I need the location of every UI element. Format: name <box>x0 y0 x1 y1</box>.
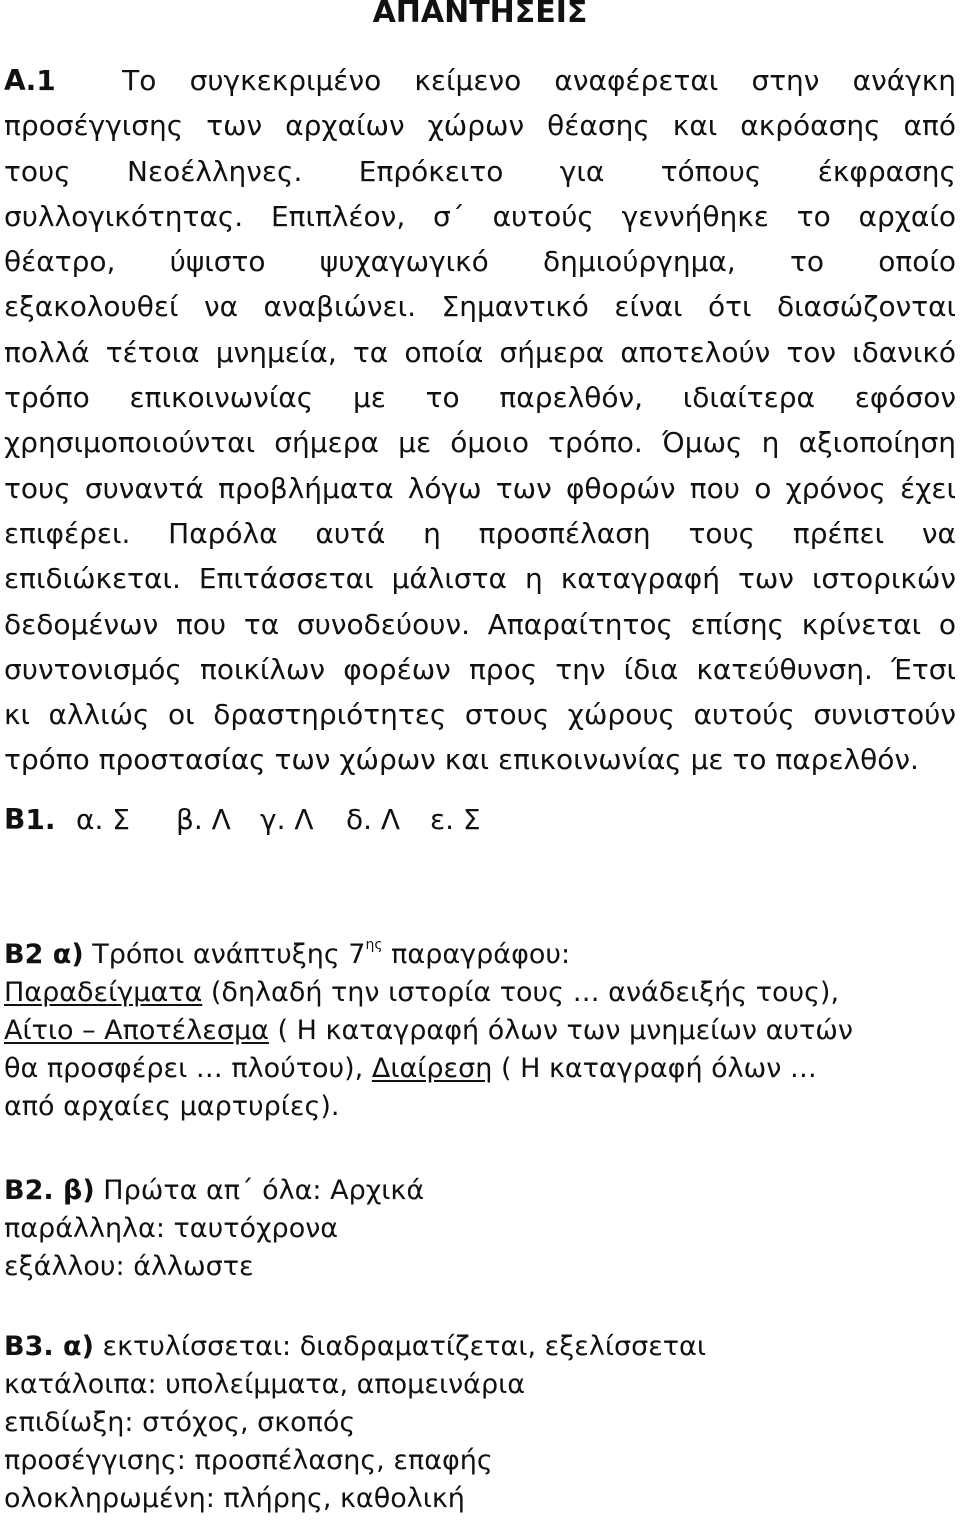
b2a-line: Παραδείγματα (δηλαδή την ιστορία τους … ανάδειξής τους), <box>4 977 840 1008</box>
b1-answer: β. Λ <box>176 803 231 836</box>
section-b2b <box>4 1172 424 1286</box>
a1-line: πολλά τέτοια μνημεία, τα οποία σήμερα αποτελούν τον ιδανικό <box>4 335 956 369</box>
a1-line: Α.1 Το συγκεκριμένο κείμενο αναφέρεται στην ανάγκη <box>4 64 956 97</box>
b2a-intro: Β2 α) Τρόποι ανάπτυξης $7^{\eta\varsigma}$ παραγράφου: <box>4 937 571 970</box>
b2a-line: Αίτιο – Αποτέλεσμα ( Η καταγραφή όλων των μνημείων αυτών <box>4 1015 853 1046</box>
b3a-line: κατάλοιπα: υπολείμματα, απομεινάρια <box>4 1369 526 1400</box>
a1-line: θέατρο, ύψιστο ψυχαγωγικό δημιούργημα, το οποίο <box>4 245 956 279</box>
a1-line: κι αλλιώς οι δραστηριότητες στους χώρους αυτούς συνιστούν <box>4 698 956 732</box>
a1-line: συλλογικότητας. Επιπλέον, σ΄ αυτούς γεννήθηκε το αρχαίο <box>4 199 956 233</box>
section-b3a <box>4 1328 706 1518</box>
a1-line: δεδομένων που τα συνοδεύουν. Απαραίτητος επίσης κρίνεται ο <box>4 607 956 641</box>
section-a1 <box>4 58 956 783</box>
b1-answer: α. Σ <box>76 803 130 836</box>
page-title: ΑΠΑΝΤΗΣΕΙΣ <box>372 0 588 30</box>
a1-line: τρόπο επικοινωνίας με το παρελθόν, ιδιαίτερα εφόσον <box>4 381 956 415</box>
b3a-line: Β3. α) εκτυλίσσεται: διαδραματίζεται, εξελίσσεται <box>4 1331 706 1362</box>
a1-line: χρησιμοποιούνται σήμερα με όμοιο τρόπο. Όμως η αξιοποίηση <box>4 426 956 460</box>
a1-line: συντονισμός ποικίλων φορέων προς την ίδια κατεύθυνση. Έτσι <box>4 652 956 686</box>
section-b2a <box>4 936 853 1126</box>
b3a-line: προσέγγισης: προσπέλασης, επαφής <box>4 1445 493 1476</box>
b2b-label: Β2. β) <box>4 1175 95 1206</box>
a1-label: Α.1 <box>4 64 56 97</box>
b3a-label: Β3. α) <box>4 1331 94 1362</box>
a1-line: επιφέρει. Παρόλα αυτά η προσπέλαση τους πρέπει να <box>4 516 956 550</box>
b2b-line: εξάλλου: άλλωστε <box>4 1251 254 1282</box>
a1-line: τους συναντά προβλήματα λόγω των φθορών που ο χρόνος έχει <box>4 471 956 505</box>
b2b-line: Β2. β) Πρώτα απ΄ όλα: Αρχικά <box>4 1175 425 1206</box>
b1-label: Β1. <box>4 803 56 836</box>
section-b1 <box>4 800 481 840</box>
b3a-line: επιδίωξη: στόχος, σκοπός <box>4 1407 356 1438</box>
a1-line: τους Νεοέλληνες. Επρόκειτο για τόπους έκφρασης <box>4 154 956 188</box>
b1-answer: ε. Σ <box>430 803 481 836</box>
b2b-line: παράλληλα: ταυτόχρονα <box>4 1213 339 1244</box>
a1-line: εξακολουθεί να αναβιώνει. Σημαντικό είναι ότι διασώζονται <box>4 290 956 324</box>
a1-line: προσέγγισης των αρχαίων χώρων θέασης και ακρόασης από <box>4 109 956 143</box>
b1-answer: γ. Λ <box>260 803 314 836</box>
a1-line: επιδιώκεται. Επιτάσσεται μάλιστα η καταγραφή των ιστορικών <box>4 562 956 596</box>
b2a-line: από αρχαίες μαρτυρίες). <box>4 1091 340 1122</box>
b2a-label: Β2 α) <box>4 939 84 970</box>
b3a-line: ολοκληρωμένη: πλήρης, καθολική <box>4 1483 465 1514</box>
a1-line: τρόπο προστασίας των χώρων και επικοινωνίας με το παρελθόν. <box>4 743 919 777</box>
b1-answer: δ. Λ <box>346 803 401 836</box>
b2a-line: θα προσφέρει … πλούτου), Διαίρεση ( Η καταγραφή όλων … <box>4 1053 817 1084</box>
